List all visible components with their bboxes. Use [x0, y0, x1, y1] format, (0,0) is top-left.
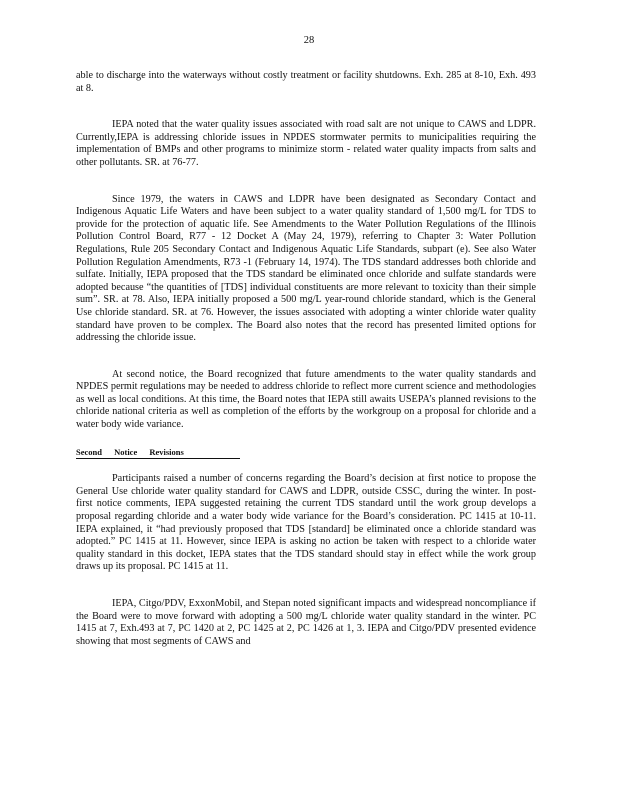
paragraph-industry-impacts: IEPA, Citgo/PDV, ExxonMobil, and Stepan noted significant impacts and widespread noncompliance if the Board were to move forward with adopting a 500 mg/L chloride water quality standard in the winter. PC 1415 at 7, Exh.493 at 7, PC 1420 at 2, PC 1425 at 2, PC 1426 at 1, 3. IEPA and Citgo/PDV presented evidence showing that most segments of CAWS and	[76, 598, 536, 647]
paragraph-second-notice-recognition: At second notice, the Board recognized that future amendments to the water quality standards and NPDES permit regulations may be needed to address chloride to reflect more current science and methodologies as well as local conditions. At this time, the Board notes that IEPA still awaits USEPA’s planned revisions to the chloride national criteria as well as completion of the efforts by the workgroup on a proposal for chloride and a water body wide variance.	[76, 368, 536, 431]
paragraph-continuation: able to discharge into the waterways without costly treatment or facility shutdowns. Exh. 285 at 8-10, Exh. 493 at 8.	[76, 70, 536, 94]
document-body	[76, 70, 536, 672]
section-heading-wrapper	[76, 446, 536, 474]
paragraph-tds-history: Since 1979, the waters in CAWS and LDPR have been designated as Secondary Contact and Indigenous Aquatic Life Waters and have been subject to a water quality standard of 1,500 mg/L for TDS to provide for the protection of aquatic life. See Amendments to the Water Pollution Regulations of the Illinois Pollution Control Board, R77 - 12 Docket A (May 24, 1979), referring to Chapter 3: Water Pollution Regulations, Rule 205 Secondary Contact and Indigenous Aquatic Life Standards, subpart (e). See also Water Pollution Regulation Amendments, R73 -1 (February 14, 1974). The TDS standard addresses both chloride and sulfate. Initially, IEPA proposed that the TDS standard be eliminated once chloride and sulfate standards were adopted because “the quantities of [TDS] individual constituents are more relevant to toxicity than their simple sum”. SR. at 78. Also, IEPA initially proposed a 500 mg/L year-round chloride standard, which is the General Use chloride standard. SR. at 76. However, the issues associated with adopting a winter chloride water quality standard have proven to be complex. The Board also notes that the record has presented limited options for addressing the chloride issue.	[76, 193, 536, 344]
paragraph-participant-concerns: Participants raised a number of concerns regarding the Board’s decision at first notice to propose the General Use chloride water quality standard for CAWS and LDPR, outside CSSC, during the winter. In post-first notice comments, IEPA suggested retaining the current TDS standard until the work group develops a proposal regarding chloride and a water body wide variance for the Board’s consideration. PC 1415 at 10-11. IEPA explained, it “had previously proposed that TDS [standard] be eliminated once a chloride standard was adopted.” PC 1415 at 11. However, since IEPA is asking no action be taken with respect to a chloride water quality standard in this docket, IEPA states that the TDS standard should stay in effect while the work group draws up its proposal. PC 1415 at 11.	[76, 473, 536, 573]
page-number: 28	[303, 35, 315, 46]
paragraph-iepa-road-salt: IEPA noted that the water quality issues associated with road salt are not unique to CAWS and LDPR. Currently,IEPA is addressing chloride issues in NPDES stormwater permits to municipalities requiring the implementation of BMPs and other programs to minimize storm - related water quality impacts from salts and other pollutants. SR. at 76-77.	[76, 119, 536, 168]
section-heading: Second Notice Revisions	[76, 446, 240, 460]
